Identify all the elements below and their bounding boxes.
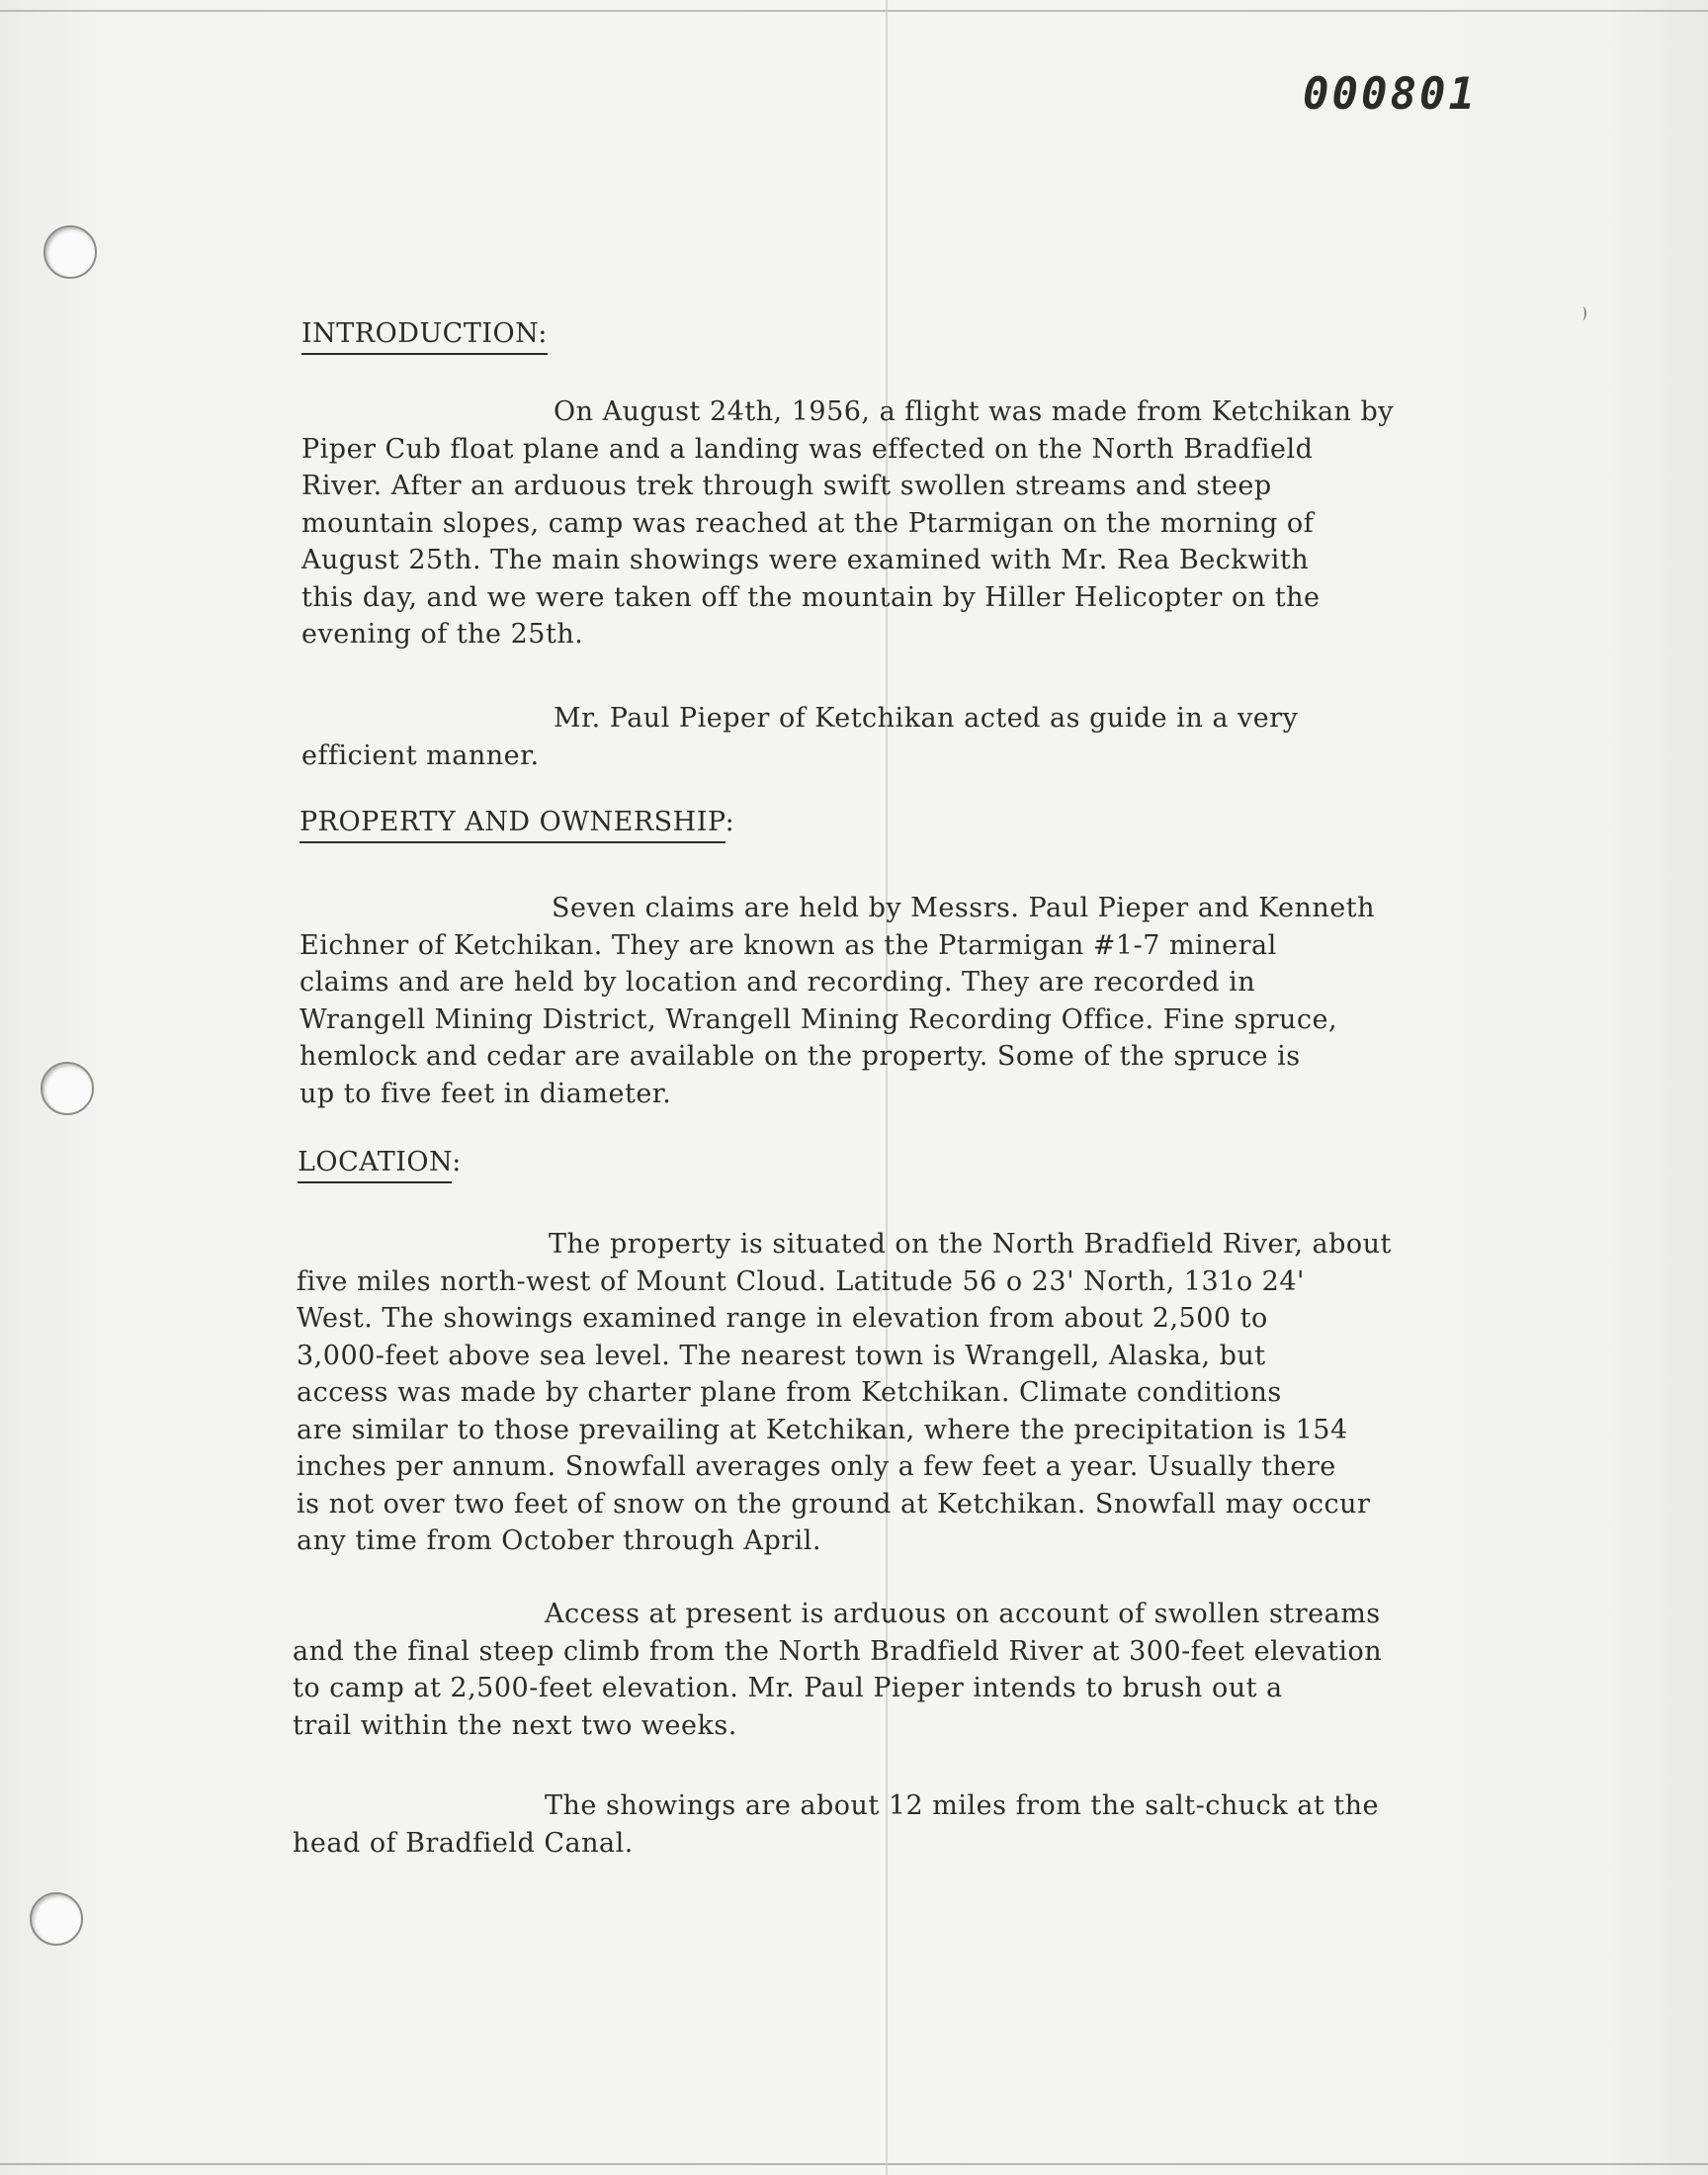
paragraph-line: West. The showings examined range in elevation from about 2,500 to: [297, 1303, 1268, 1334]
paragraph-line: hemlock and cedar are available on the property. Some of the spruce is: [299, 1041, 1301, 1072]
paragraph-line: Eichner of Ketchikan. They are known as the Ptarmigan #1-7 mineral: [299, 929, 1277, 961]
paragraph-line: Piper Cub float plane and a landing was effected on the North Bradfield: [301, 433, 1314, 465]
paragraph-location-2: [293, 1596, 1382, 1744]
heading-location: [298, 1147, 462, 1177]
paragraph-line: Mr. Paul Pieper of Ketchikan acted as guide in a very: [554, 703, 1299, 734]
page-top-edge: [0, 10, 1708, 12]
paragraph-introduction-1: [301, 393, 1394, 653]
paragraph-line: Access at present is arduous on account of swollen streams: [545, 1599, 1381, 1629]
heading-introduction: [301, 318, 548, 349]
paragraph-line: and the final steep climb from the North Bradfield River at 300-feet elevation: [293, 1635, 1383, 1667]
paragraph-line: claims and are held by location and recording. They are recorded in: [299, 967, 1256, 998]
paragraph-line: 3,000-feet above sea level. The nearest town is Wrangell, Alaska, but: [297, 1340, 1266, 1371]
paragraph-line: August 25th. The main showings were examined with Mr. Rea Beckwith: [301, 545, 1310, 575]
stray-mark: [1579, 306, 1586, 320]
paragraph-line: are similar to those prevailing at Ketchikan, where the precipitation is 154: [297, 1414, 1348, 1445]
heading-location-suffix: :: [452, 1147, 462, 1177]
paragraph-line: The property is situated on the North Bradfield River, about: [549, 1229, 1392, 1260]
paragraph-line: to camp at 2,500-feet elevation. Mr. Paul Pieper intends to brush out a: [293, 1673, 1283, 1703]
paragraph-line: any time from October through April.: [297, 1525, 822, 1556]
punch-hole-bottom: [30, 1892, 83, 1946]
paragraph-line: Wrangell Mining District, Wrangell Mining Recording Office. Fine spruce,: [299, 1003, 1338, 1035]
paragraph-line: access was made by charter plane from Ketchikan. Climate conditions: [297, 1377, 1282, 1408]
paragraph-line: trail within the next two weeks.: [293, 1709, 737, 1741]
heading-property-ownership-text: PROPERTY AND OWNERSHIP: [299, 807, 726, 843]
page-bottom-edge: [0, 2163, 1708, 2165]
paragraph-location-1: [297, 1226, 1392, 1560]
document-number: 000801: [1303, 69, 1478, 120]
heading-property-ownership: [299, 807, 734, 837]
paragraph-introduction-2: [301, 700, 1298, 774]
paragraph-line: this day, and we were taken off the mountain by Hiller Helicopter on the: [301, 581, 1321, 613]
paragraph-line: evening of the 25th.: [301, 619, 584, 650]
heading-property-ownership-suffix: :: [725, 807, 735, 837]
paragraph-line: The showings are about 12 miles from the salt-chuck at the: [545, 1790, 1379, 1821]
paragraph-line: efficient manner.: [301, 740, 540, 771]
paragraph-line: five miles north-west of Mount Cloud. Latitude 56 o 23' North, 131o 24': [297, 1265, 1305, 1297]
paragraph-line: Seven claims are held by Messrs. Paul Pieper and Kenneth: [552, 893, 1375, 923]
heading-introduction-text: INTRODUCTION:: [301, 318, 548, 355]
paragraph-line: mountain slopes, camp was reached at the Ptarmigan on the morning of: [301, 507, 1315, 539]
heading-location-text: LOCATION: [298, 1147, 452, 1183]
paragraph-line: is not over two feet of snow on the ground at Ketchikan. Snowfall may occur: [297, 1488, 1371, 1520]
punch-hole-top: [43, 225, 97, 279]
paragraph-property-1: [299, 890, 1375, 1112]
punch-hole-middle: [41, 1062, 94, 1115]
paragraph-line: On August 24th, 1956, a flight was made from Ketchikan by: [554, 396, 1395, 427]
paragraph-location-3: [293, 1787, 1379, 1862]
paragraph-line: inches per annum. Snowfall averages only a few feet a year. Usually there: [297, 1451, 1336, 1482]
paragraph-line: head of Bradfield Canal.: [293, 1827, 634, 1859]
paragraph-line: River. After an arduous trek through swift swollen streams and steep: [301, 471, 1272, 501]
paragraph-line: up to five feet in diameter.: [299, 1078, 672, 1109]
